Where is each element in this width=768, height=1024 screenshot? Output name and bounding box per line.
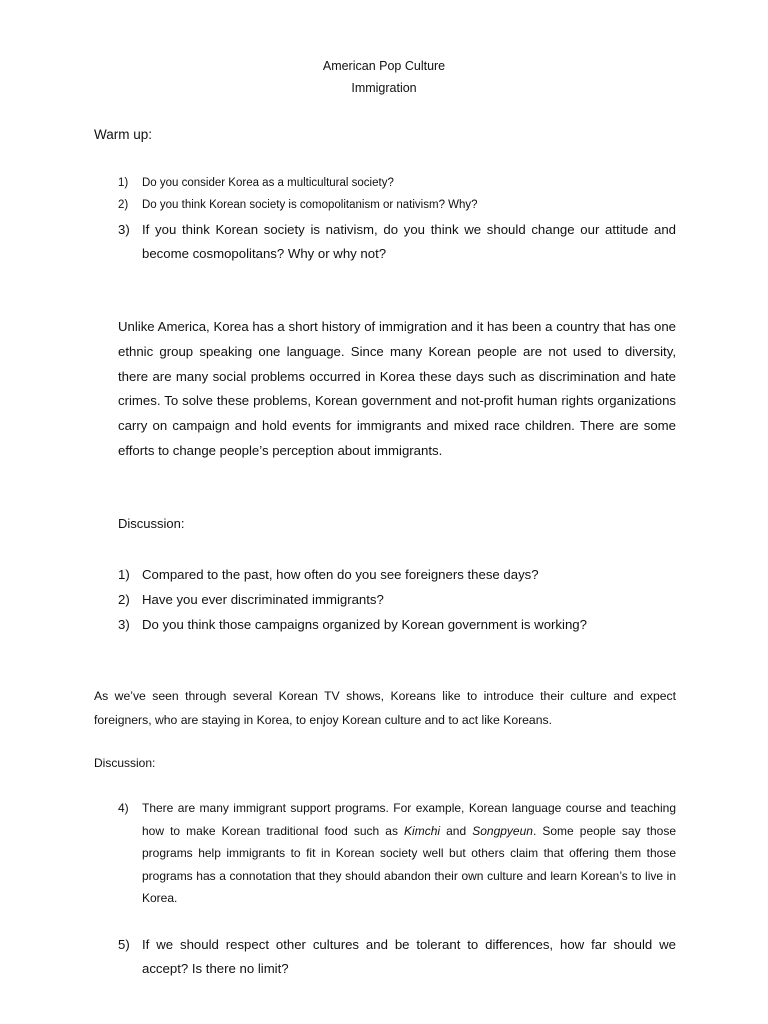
question-text: Compared to the past, how often do you see foreigners these days? [142,567,539,582]
discussion-question-4 [118,797,676,910]
question-text-part: and [440,823,473,838]
discussion-question-1 [118,563,676,587]
question-text: Do you consider Korea as a multicultural society? [142,177,394,189]
question-number: 2) [118,199,129,211]
question-number: 5) [118,937,130,952]
warmup-question-2 [118,194,676,216]
food-name-songpyeun: Songpyeun [472,823,533,838]
document-title: American Pop Culture [322,59,446,73]
discussion-question-3 [118,613,676,637]
question-text-part: . Some people say those programs help immigrants to fit in Korean society well but others claim that offering them those programs has a connotation that they should abandon their own culture and learn Korean’s to live in Korea. [142,823,676,905]
question-text: Have you ever discriminated immigrants? [142,592,384,607]
food-name-kimchi: Kimchi [404,823,441,838]
warmup-question-1 [118,172,676,194]
question-text [118,797,676,910]
question-text: If we should respect other cultures and be tolerant to differences, how far should we accept? Is there no limit? [142,937,676,976]
discussion-question-2 [118,588,676,612]
passage-paragraph-2: As we’ve seen through several Korean TV shows, Koreans like to introduce their culture and expect foreigners, who are staying in Korea, to enjoy Korean culture and to act like Koreans. [94,689,676,727]
question-number: 3) [118,222,130,237]
warmup-question-3 [118,218,676,266]
question-number: 4) [118,801,129,815]
document-subtitle: Immigration [351,81,417,95]
question-number: 1) [118,567,130,582]
question-text-part: There are many immigrant support programs. For example, Korean language course and teaching how to make Korean traditional food such as [142,801,676,838]
question-number: 1) [118,177,129,189]
question-number: 2) [118,592,130,607]
question-number: 3) [118,617,130,632]
discussion-label-1: Discussion: [118,516,185,531]
question-text: Do you think Korean society is comopolitanism or nativism? Why? [142,199,478,211]
discussion-question-5 [118,933,676,981]
question-text: If you think Korean society is nativism, do you think we should change our attitude and become cosmopolitans? Why or why not? [142,222,676,261]
warmup-heading: Warm up: [94,127,153,142]
question-text: Do you think those campaigns organized by Korean government is working? [142,617,587,632]
discussion-label-2: Discussion: [94,756,156,770]
passage-paragraph-1: Unlike America, Korea has a short history of immigration and it has been a country that has one ethnic group speaking one language. Since many Korean people are not used to diversity, there are many social problems occurred in Korea these days such as discrimination and hate crimes. To solve these problems, Korean government and not-profit human rights organizations carry on campaign and hold events for immigrants and mixed race children. There are some efforts to change people’s perception about immigrants. [118,319,676,458]
